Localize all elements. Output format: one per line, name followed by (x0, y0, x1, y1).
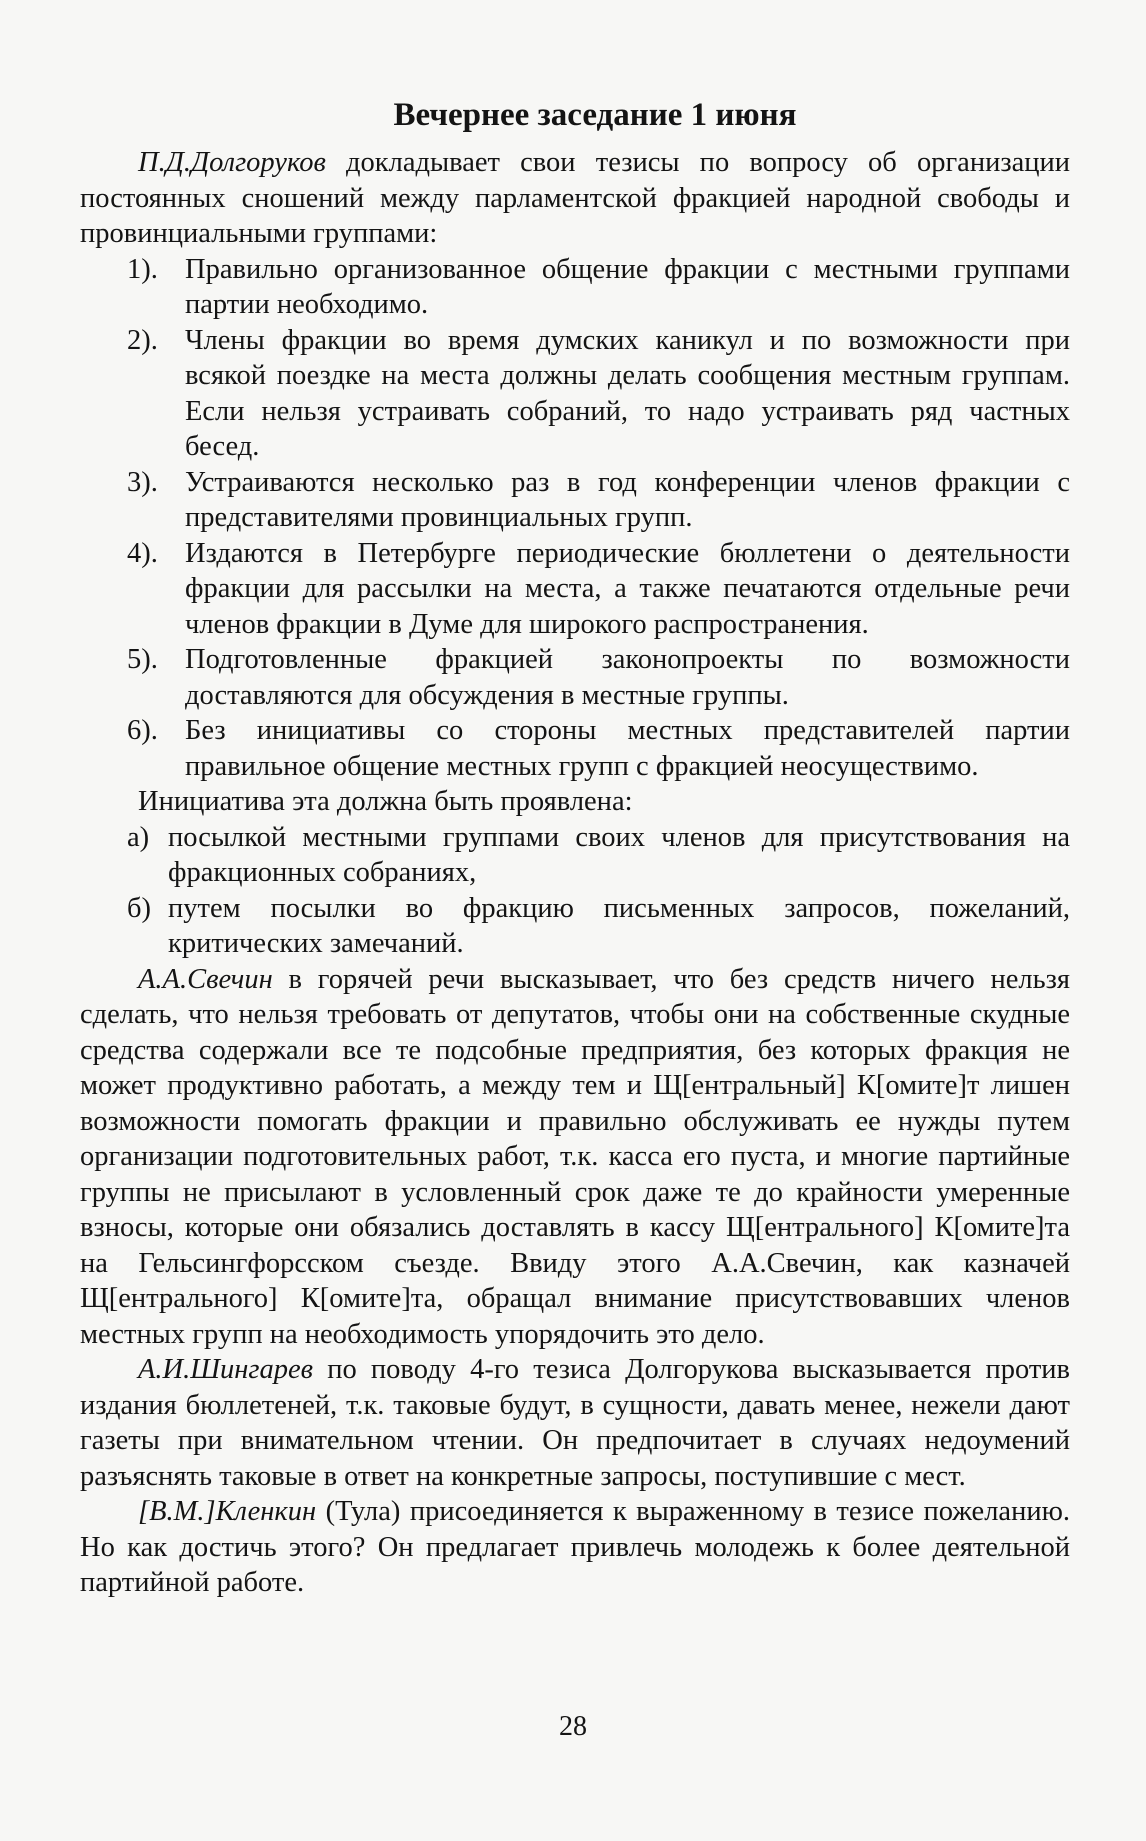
thesis-text: Подготовленные фракцией законопроекты по возможности доставляются для обсуждения в местные группы. (185, 644, 1070, 711)
thesis-number: 3). (127, 466, 158, 498)
speaker-name: [В.М.]Кленкин (138, 1496, 317, 1527)
thesis-text: Устраиваются несколько раз в год конференции членов фракции с представителями провинциальных групп. (185, 466, 1070, 533)
shingarev-paragraph (80, 1352, 1070, 1494)
thesis-number: 5). (127, 644, 158, 675)
initiative-lead: Инициатива эта должна быть проявлена: (138, 786, 633, 817)
theses-list (80, 252, 1070, 785)
thesis-item (80, 323, 1070, 465)
klenkin-paragraph (80, 1494, 1070, 1601)
paragraph-text: докладывает свои тезисы по вопросу об организации постоянных сношений между парламентской фракцией народной свободы и провинциальными группами: (80, 147, 1070, 249)
thesis-item (80, 252, 1070, 323)
intro-paragraph (80, 145, 1070, 252)
thesis-number: 4). (127, 537, 158, 569)
item-text: посылкой местными группами своих членов для присутствования на фракционных собраниях, (168, 821, 1070, 888)
speaker-name: А.И.Шингарев (138, 1354, 313, 1385)
thesis-item (80, 642, 1070, 713)
paragraph-text: по поводу 4-го тезиса Долгорукова высказывается против издания бюллетеней, т.к. таковые будут, в сущности, давать менее, нежели дают газеты при внимательном чтении. Он предпочитает в случаях недоумений разъяснять таковые в ответ на конкретные запросы, поступившие с мест. (80, 1354, 1070, 1492)
session-heading: Вечернее заседание 1 июня (393, 97, 797, 133)
thesis-text: Издаются в Петербурге периодические бюллетени о деятельности фракции для рассылки на места, а также печатаются отдельные речи членов фракции в Думе для широкого распространения. (185, 537, 1070, 640)
thesis-number: 2). (127, 324, 158, 356)
item-letter: б) (127, 892, 151, 924)
page-number: 28 (559, 1711, 587, 1742)
thesis-number: 1). (127, 253, 158, 285)
svechin-paragraph (80, 962, 1070, 1353)
initiative-item (80, 891, 1070, 962)
thesis-item (80, 465, 1070, 536)
thesis-text: Без инициативы со стороны местных представителей партии правильное общение местных групп с фракцией неосуществимо. (185, 715, 1070, 782)
thesis-number: 6). (127, 715, 158, 746)
initiative-list (80, 820, 1070, 962)
thesis-text: Правильно организованное общение фракции с местными группами партии необходимо. (185, 253, 1070, 320)
speaker-name: А.А.Свечин (138, 963, 273, 995)
thesis-text: Члены фракции во время думских каникул и по возможности при всякой поездке на места должны делать сообщения местным группам. Если нельзя устраивать собраний, то надо устраивать ряд частных бесед. (185, 324, 1070, 462)
item-text: путем посылки во фракцию письменных запросов, пожеланий, критических замечаний. (168, 892, 1070, 959)
item-letter: а) (127, 821, 150, 853)
initiative-item (80, 820, 1070, 891)
paragraph-text: (Тула) присоединяется к выраженному в тезисе пожеланию. Но как достичь этого? Он предлагает привлечь молодежь к более деятельной партийной работе. (80, 1496, 1070, 1598)
thesis-item (80, 536, 1070, 643)
speaker-name: П.Д.Долгоруков (138, 147, 326, 178)
thesis-item (80, 713, 1070, 784)
page-content (80, 95, 1070, 1601)
paragraph-text: в горячей речи высказывает, что без средств ничего нельзя сделать, что нельзя требовать от депутатов, чтобы они на собственные скудные средства содержали все те подсобные предприятия, без которых фракция не может продуктивно работать, а между тем и Щ[ентральный] К[омите]т лишен возможности помогать фракции и правильно обслуживать ее нужды путем организации подготовительных работ, т.к. касса его пуста, и многие партийные группы не присылают в условленный срок даже те до крайности умеренные взносы, которые они обязались доставлять в кассу Щ[ентрального] К[омите]та на Гельсингфорсском съезде. Ввиду этого А.А.Свечин, как казначей Щ[ентрального] К[омите]та, обращал внимание присутствовавших членов местных групп на необходимость упорядочить это дело. (80, 963, 1070, 1350)
